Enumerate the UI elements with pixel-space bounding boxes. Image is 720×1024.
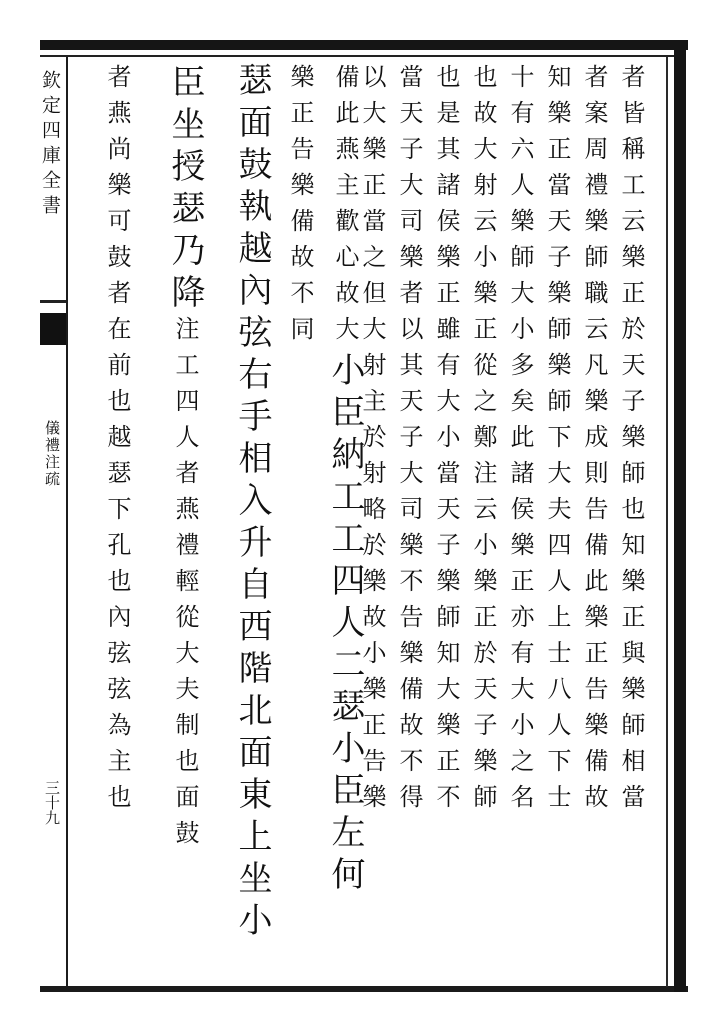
text-segment: 小臣納工工四人二瑟小臣左何 — [325, 352, 365, 898]
text-segment: 也故大射云小樂正從之鄭注云小樂正於天子樂師 — [469, 64, 497, 820]
text-segment: 臣坐授瑟乃降 — [165, 64, 205, 316]
text-column — [228, 62, 272, 980]
text-segment: 當天子大司樂者以其天子大司樂不告樂備故不得 — [395, 64, 423, 820]
page-frame-top-rule — [40, 55, 680, 57]
text-segment: 瑟面鼓執越內弦右手相入升自西階北面東上坐小 — [232, 62, 272, 944]
text-segment: 也是其諸侯樂正雖有大小當天子樂師知大樂正不 — [432, 64, 460, 820]
text-segment: 以大樂正當之但大射主於射略於樂故小樂正告樂 — [358, 64, 386, 820]
page-frame-right-border — [674, 40, 686, 992]
margin-page-number: 三十九 — [43, 780, 61, 825]
text-column — [429, 64, 461, 982]
text-column — [503, 64, 535, 982]
text-column — [577, 64, 609, 982]
text-segment: 者案周禮樂師職云凡樂成則告備此樂正告樂備故 — [580, 64, 608, 820]
margin-book-title: 儀禮注疏 — [43, 420, 61, 488]
text-column — [160, 64, 205, 982]
text-segment: 者燕尚樂可鼓者在前也越瑟下孔也內弦弦為主也 — [103, 64, 131, 820]
text-segment: 注工四人者燕禮輕從大夫制也面鼓 — [171, 316, 199, 856]
fish-tail-mark — [40, 313, 66, 345]
page-frame-right-rule — [666, 57, 668, 987]
text-column — [466, 64, 498, 982]
page-frame-bottom-border — [40, 986, 688, 992]
text-segment: 備此燕主歡心故大 — [331, 64, 359, 352]
margin-collection-title: 欽定四庫全書 — [39, 70, 61, 220]
text-column — [320, 64, 365, 982]
page-margin-rule — [66, 57, 68, 987]
text-column — [392, 64, 424, 982]
page-frame-top-border — [40, 40, 688, 50]
text-column — [283, 64, 315, 982]
text-segment: 樂正告樂備故不同 — [286, 64, 314, 352]
text-column — [614, 64, 646, 982]
text-column — [100, 64, 132, 982]
text-segment: 十有六人樂師大小多矣此諸侯樂正亦有大小之名 — [506, 64, 534, 820]
text-segment: 知樂正當天子樂師樂師下大夫四人上士八人下士 — [543, 64, 571, 820]
text-segment: 者皆稱工云樂正於天子樂師也知樂正與樂師相當 — [617, 64, 645, 820]
text-column — [540, 64, 572, 982]
